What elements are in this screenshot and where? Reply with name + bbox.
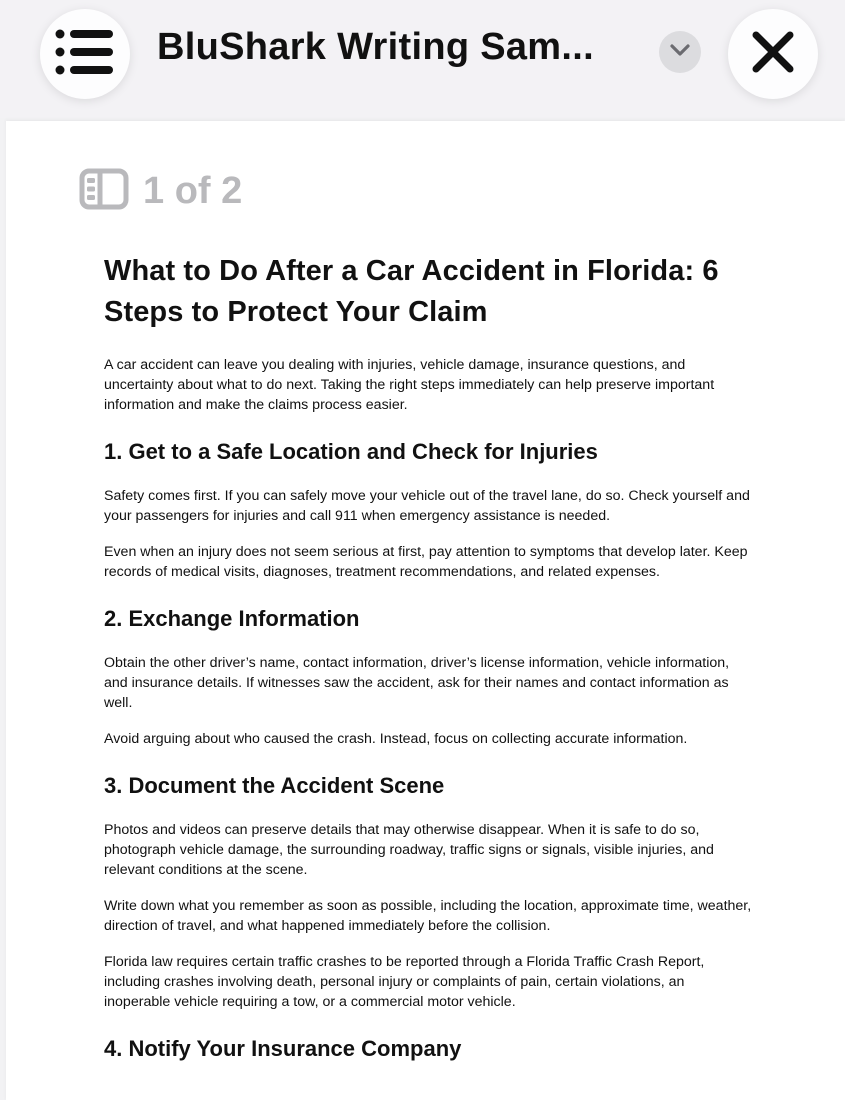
list-icon bbox=[55, 27, 115, 82]
chevron-down-icon bbox=[669, 43, 691, 62]
section-paragraph: Avoid arguing about who caused the crash. Instead, focus on collecting accurate information. bbox=[104, 731, 688, 747]
table-of-contents-button[interactable] bbox=[40, 9, 130, 99]
page-count: 1 of 2 bbox=[143, 170, 243, 212]
section-heading: 3. Document the Accident Scene bbox=[104, 773, 445, 798]
document-page[interactable] bbox=[6, 121, 845, 1100]
close-icon bbox=[750, 29, 796, 80]
intro-paragraph: A car accident can leave you dealing with injuries, vehicle damage, insurance questions, and uncertainty about what to do next. Taking the right steps immediately can help preserve important information and make the claims process easier. bbox=[104, 357, 715, 413]
toolbar bbox=[0, 0, 845, 118]
section-paragraph: Even when an injury does not seem serious at first, pay attention to symptoms that develop later. Keep records of medical visits, diagnoses, treatment recommendations, and related expenses. bbox=[104, 544, 748, 580]
section-paragraph: Write down what you remember as soon as possible, including the location, approximate time, weather, direction of travel, and what happened immediately before the collision. bbox=[104, 898, 752, 934]
section-heading: 1. Get to a Safe Location and Check for Injuries bbox=[104, 439, 598, 464]
section-paragraph: Florida law requires certain traffic crashes to be reported through a Florida Traffic Crash Report, including crashes involving death, personal injury or complaints of pain, certain violations, an inoperable vehicle requiring a tow, or a commercial motor vehicle. bbox=[104, 954, 705, 1010]
section-heading: 2. Exchange Information bbox=[104, 606, 360, 631]
document-title[interactable]: BluShark Writing Sam... bbox=[157, 26, 594, 68]
section-paragraph: Obtain the other driver’s name, contact information, driver’s license information, vehicle information, and insurance details. If witnesses saw the accident, ask for their names and contact information as well. bbox=[104, 655, 730, 711]
sidebar-icon bbox=[79, 168, 129, 215]
title-menu-button[interactable] bbox=[659, 31, 701, 73]
document-body bbox=[104, 251, 754, 1083]
section-paragraph: Photos and videos can preserve details that may otherwise disappear. When it is safe to do so, photograph vehicle damage, the surrounding roadway, traffic signs or signals, visible injuries, and relevant conditions at the scene. bbox=[104, 822, 714, 878]
page-indicator[interactable] bbox=[79, 168, 242, 215]
article-title: What to Do After a Car Accident in Florida: 6 Steps to Protect Your Claim bbox=[104, 255, 719, 328]
section-heading: 4. Notify Your Insurance Company bbox=[104, 1036, 462, 1061]
close-button[interactable] bbox=[728, 9, 818, 99]
section-paragraph: Safety comes first. If you can safely move your vehicle out of the travel lane, do so. Check yourself and your passengers for injuries and call 911 when emergency assistance is needed. bbox=[104, 488, 750, 524]
